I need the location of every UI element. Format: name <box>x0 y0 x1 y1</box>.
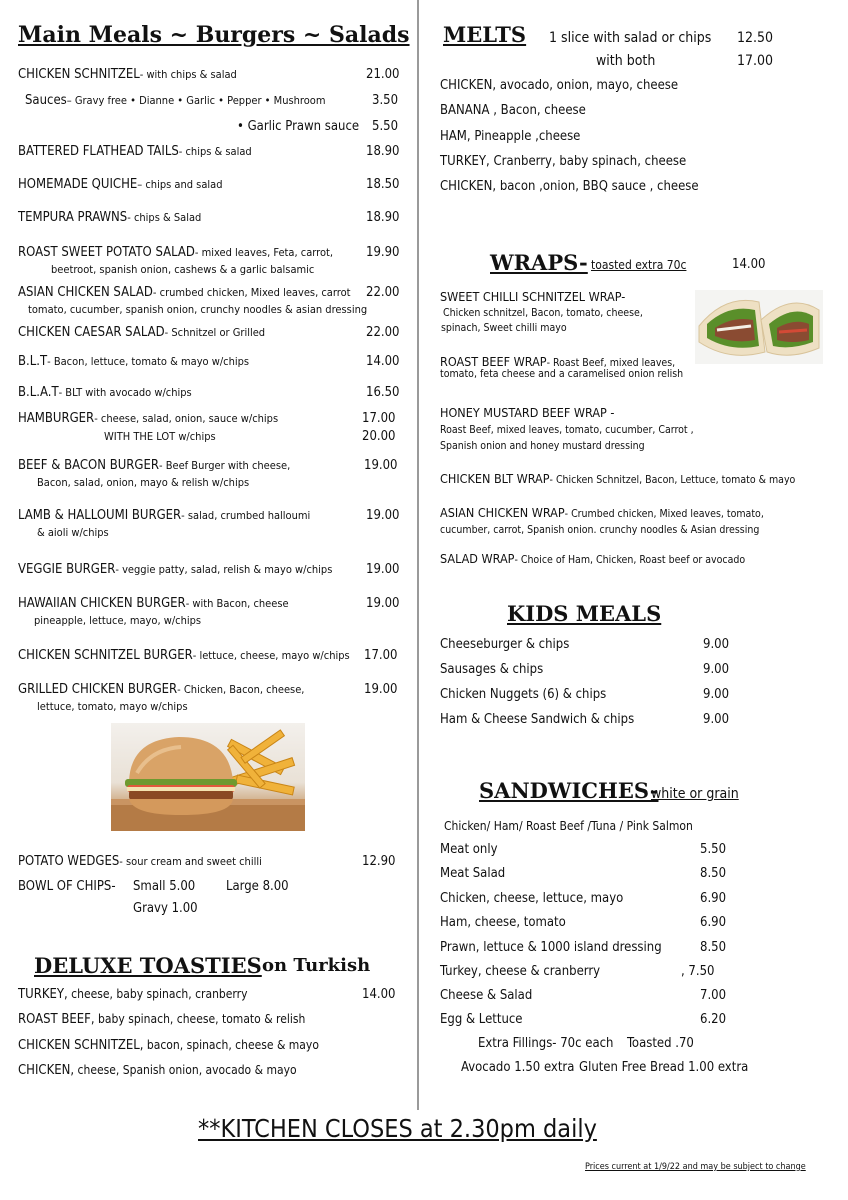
item-name: LAMB & HALLOUMI BURGER <box>18 508 182 523</box>
item-price: 17.00 <box>362 411 396 426</box>
wrap-description-line2: cucumber, carrot, Spanish onion. crunchy noodles & Asian dressing <box>440 524 760 536</box>
chips-small: Small 5.00 <box>133 879 196 894</box>
melt-item <box>440 129 580 144</box>
toastie-description: baby spinach, cheese, tomato & relish <box>94 1012 306 1026</box>
menu-item <box>25 93 325 108</box>
item-name: • Garlic Prawn sauce <box>237 119 360 134</box>
item-price: 5.50 <box>372 119 399 134</box>
wrap-description: - Choice of Ham, Chicken, Roast beef or avocado <box>514 554 746 566</box>
main-meals-heading: Main Meals ~ Burgers ~ Salads <box>18 22 410 48</box>
kids-item <box>440 662 543 677</box>
kitchen-closing-notice: **KITCHEN CLOSES at 2.30pm daily <box>198 1114 597 1143</box>
sandwich-price: 6.20 <box>700 1012 727 1027</box>
item-name: Sauces <box>25 93 67 108</box>
item-name: ASIAN CHICKEN SALAD <box>18 285 153 300</box>
item-name: TEMPURA PRAWNS <box>18 210 128 225</box>
sandwiches-heading: SANDWICHES- <box>479 778 659 803</box>
menu-item <box>18 285 351 300</box>
wrap-photo <box>695 290 823 364</box>
menu-item <box>18 648 350 663</box>
kids-price: 9.00 <box>703 637 730 652</box>
item-name: B.L.A.T <box>18 385 59 400</box>
toastie-name: ROAST BEEF, <box>18 1012 95 1027</box>
kids-heading: KIDS MEALS <box>507 601 662 626</box>
item-description: - BLT with avocado w/chips <box>58 386 192 399</box>
wraps-heading: WRAPS- <box>490 250 588 275</box>
menu-item <box>18 385 192 400</box>
menu-item <box>18 177 222 192</box>
menu-item <box>18 144 252 159</box>
sandwich-price: 7.00 <box>700 988 727 1003</box>
melts-option-2: with both <box>596 53 656 69</box>
toastie-name: CHICKEN, <box>18 1063 75 1078</box>
sandwich-item: Egg & Lettuce <box>440 1012 523 1027</box>
melt-name: BANANA , <box>440 103 497 118</box>
item-price: 21.00 <box>366 67 400 82</box>
kids-price: 9.00 <box>703 662 730 677</box>
item-price: 19.00 <box>366 562 400 577</box>
melt-item <box>440 78 678 93</box>
wrap-name: ASIAN CHICKEN WRAP <box>440 505 565 520</box>
menu-item <box>18 854 262 869</box>
wrap-name: SWEET CHILLI SCHNITZEL WRAP- <box>440 289 626 304</box>
item-description-line2: beetroot, spanish onion, cashews & a garlic balsamic <box>51 263 315 276</box>
item-price: 16.50 <box>366 385 400 400</box>
toastie-description: cheese, Spanish onion, avocado & mayo <box>74 1063 297 1077</box>
item-description: - with chips & salad <box>139 68 237 81</box>
sandwich-price: 5.50 <box>700 842 727 857</box>
toastie-item <box>18 987 247 1002</box>
item-name: B.L.T <box>18 354 48 369</box>
item-name: GRILLED CHICKEN BURGER <box>18 682 178 697</box>
item-name: CHICKEN SCHNITZEL <box>18 67 140 82</box>
item-description: - Bacon, lettuce, tomato & mayo w/chips <box>47 355 250 368</box>
menu-item <box>18 458 290 473</box>
wrap-description: Chicken schnitzel, Bacon, tomato, cheese, <box>443 307 643 319</box>
kids-description: & chips <box>496 662 544 677</box>
wrap-item <box>440 551 745 567</box>
kids-name: Chicken Nuggets <box>440 687 539 702</box>
sandwich-price: 6.90 <box>700 915 727 930</box>
kids-price: 9.00 <box>703 687 730 702</box>
melt-item <box>440 179 699 194</box>
sandwich-item: Ham, cheese, tomato <box>440 915 566 930</box>
menu-item <box>18 210 201 225</box>
toasted-extra: Toasted .70 <box>627 1036 694 1051</box>
item-name: BEEF & BACON BURGER <box>18 458 159 473</box>
toasties-subheading: on Turkish <box>262 955 371 976</box>
kids-price: 9.00 <box>703 712 730 727</box>
item-description: - salad, crumbed halloumi <box>181 509 311 522</box>
toastie-description: cheese, baby spinach, cranberry <box>67 987 248 1001</box>
kids-item <box>440 637 569 652</box>
column-divider <box>417 0 419 1110</box>
melt-name: CHICKEN, <box>440 179 497 194</box>
item-price: 19.00 <box>364 458 398 473</box>
sandwich-item: Meat Salad <box>440 866 506 881</box>
toastie-name: CHICKEN SCHNITZEL, <box>18 1038 144 1053</box>
kids-description: (6) & chips <box>538 687 607 702</box>
wrap-description: - Chicken Schnitzel, Bacon, Lettuce, tomato & mayo <box>549 474 796 486</box>
wrap-name: HONEY MUSTARD BEEF WRAP - <box>440 405 615 420</box>
price-disclaimer: Prices current at 1/9/22 and may be subject to change <box>585 1162 806 1172</box>
item-description: – chips and salad <box>137 178 223 191</box>
melts-price-1: 12.50 <box>737 30 774 46</box>
item-name: HOMEMADE QUICHE <box>18 177 138 192</box>
toastie-description: bacon, spinach, cheese & mayo <box>143 1038 319 1052</box>
item-name: CHICKEN CAESAR SALAD <box>18 325 165 340</box>
item-description: - veggie patty, salad, relish & mayo w/chips <box>115 563 333 576</box>
wrap-item <box>440 471 795 487</box>
item-description: – Gravy free • Dianne • Garlic • Pepper • Mushroom <box>66 94 326 107</box>
kids-item <box>440 712 634 727</box>
item-description-line2: & aioli w/chips <box>37 526 109 539</box>
sandwich-price: 6.90 <box>700 891 727 906</box>
item-price: 18.90 <box>366 144 400 159</box>
sandwich-item: Prawn, lettuce & 1000 island dressing <box>440 940 662 955</box>
chips-label: BOWL OF CHIPS- <box>18 879 116 894</box>
wrap-name: SALAD WRAP <box>440 551 515 566</box>
avocado-extra: Avocado 1.50 extra <box>461 1060 575 1075</box>
melt-name: TURKEY, <box>440 154 490 169</box>
item-description: - Beef Burger with cheese, <box>159 459 291 472</box>
extra-fillings: Extra Fillings- 70c each <box>478 1036 614 1051</box>
melt-name: HAM, <box>440 129 471 144</box>
item-description-line2: Bacon, salad, onion, mayo & relish w/chips <box>37 476 250 489</box>
sandwich-item: Meat only <box>440 842 498 857</box>
melt-description: Bacon, cheese <box>496 103 586 118</box>
chips-gravy: Gravy 1.00 <box>133 901 198 916</box>
toastie-item <box>18 1012 305 1027</box>
wrap-description: - Crumbed chicken, Mixed leaves, tomato, <box>564 508 764 520</box>
item-price: 19.90 <box>366 245 400 260</box>
item-description: w/chips <box>175 430 216 443</box>
sandwich-fillings: Chicken/ Ham/ Roast Beef /Tuna / Pink Salmon <box>444 819 693 833</box>
menu-item <box>237 119 359 134</box>
item-price: 19.00 <box>364 682 398 697</box>
item-description: - Schnitzel or Grilled <box>164 326 266 339</box>
item-description: - crumbed chicken, Mixed leaves, carrot <box>152 286 351 299</box>
melts-option-1: 1 slice with salad or chips <box>549 30 712 46</box>
menu-item <box>18 596 289 611</box>
item-price: 20.00 <box>362 429 396 444</box>
item-description-line2: pineapple, lettuce, mayo, w/chips <box>34 614 202 627</box>
item-price: 22.00 <box>366 285 400 300</box>
wraps-note: toasted extra 70c <box>591 258 687 272</box>
sandwich-price: 8.50 <box>700 940 727 955</box>
kids-item <box>440 687 606 702</box>
menu-item <box>18 682 304 697</box>
wrap-description-line2: spinach, Sweet chilli mayo <box>441 322 567 334</box>
sandwich-item: Cheese & Salad <box>440 988 533 1003</box>
item-name: WITH THE LOT <box>104 430 176 443</box>
item-price: 22.00 <box>366 325 400 340</box>
gluten-free-extra: Gluten Free Bread 1.00 extra <box>579 1060 749 1075</box>
toastie-name: TURKEY, <box>18 987 68 1002</box>
item-description: - lettuce, cheese, mayo w/chips <box>192 649 350 662</box>
wrap-name: CHICKEN BLT WRAP <box>440 471 550 486</box>
melt-item <box>440 154 686 169</box>
menu-item <box>104 429 216 444</box>
item-price: 14.00 <box>366 354 400 369</box>
kids-description: & chips <box>522 637 570 652</box>
wrap-description: Roast Beef, mixed leaves, tomato, cucumber, Carrot , <box>440 424 694 436</box>
item-price: 17.00 <box>364 648 398 663</box>
wraps-price: 14.00 <box>732 257 766 272</box>
wrap-description: - Roast Beef, mixed leaves, <box>546 357 676 369</box>
kids-name: Cheeseburger <box>440 637 523 652</box>
melt-description: Cranberry, baby spinach, cheese <box>489 154 687 169</box>
toastie-price: 14.00 <box>362 987 396 1002</box>
melt-description: Pineapple ,cheese <box>470 129 581 144</box>
toastie-item <box>18 1038 319 1053</box>
item-price: 19.00 <box>366 596 400 611</box>
menu-item <box>18 245 333 260</box>
kids-name: Ham & Cheese Sandwich <box>440 712 587 727</box>
melt-item <box>440 103 586 118</box>
item-description-line2: lettuce, tomato, mayo w/chips <box>37 700 188 713</box>
toasties-heading: DELUXE TOASTIES <box>34 953 262 978</box>
menu-item <box>18 354 249 369</box>
chips-large: Large 8.00 <box>226 879 289 894</box>
wrap-item <box>440 505 764 521</box>
item-description: - chips & salad <box>178 145 252 158</box>
item-description: - with Bacon, cheese <box>185 597 289 610</box>
kids-name: Sausages <box>440 662 496 677</box>
item-description: - sour cream and sweet chilli <box>119 855 262 868</box>
menu-item <box>18 325 265 340</box>
sandwich-item: Turkey, cheese & cranberry <box>440 964 601 979</box>
sandwiches-note: white or grain <box>651 786 739 802</box>
item-name: ROAST SWEET POTATO SALAD <box>18 245 195 260</box>
item-description: - mixed leaves, Feta, carrot, <box>194 246 334 259</box>
melts-heading: MELTS <box>443 22 527 47</box>
item-name: BATTERED FLATHEAD TAILS <box>18 144 179 159</box>
burger-photo <box>111 723 305 831</box>
menu-item <box>18 411 278 426</box>
wrap-description-line2: tomato, feta cheese and a caramelised onion relish <box>440 368 684 380</box>
wrap-description-line2: Spanish onion and honey mustard dressing <box>440 440 645 452</box>
menu-item <box>18 508 310 523</box>
menu-item <box>18 67 237 82</box>
melt-description: avocado, onion, mayo, cheese <box>496 78 679 93</box>
kids-description: & chips <box>587 712 635 727</box>
sandwich-item: Chicken, cheese, lettuce, mayo <box>440 891 624 906</box>
toastie-item <box>18 1063 297 1078</box>
wrap-name: ROAST BEEF WRAP <box>440 354 547 369</box>
item-name: POTATO WEDGES <box>18 854 120 869</box>
item-price: 3.50 <box>372 93 399 108</box>
item-description-line2: tomato, cucumber, spanish onion, crunchy noodles & asian dressing <box>28 303 368 316</box>
item-price: 18.90 <box>366 210 400 225</box>
item-name: HAMBURGER <box>18 411 95 426</box>
item-price: 12.90 <box>362 854 396 869</box>
item-price: 19.00 <box>366 508 400 523</box>
item-price: 18.50 <box>366 177 400 192</box>
item-description: - Chicken, Bacon, cheese, <box>177 683 305 696</box>
melt-description: bacon ,onion, BBQ sauce , cheese <box>496 179 699 194</box>
melt-name: CHICKEN, <box>440 78 497 93</box>
item-name: VEGGIE BURGER <box>18 562 116 577</box>
menu-item <box>18 562 332 577</box>
item-description: - cheese, salad, onion, sauce w/chips <box>94 412 279 425</box>
sandwich-price: 8.50 <box>700 866 727 881</box>
item-description: - chips & Salad <box>127 211 202 224</box>
melts-price-2: 17.00 <box>737 53 774 69</box>
item-name: HAWAIIAN CHICKEN BURGER <box>18 596 186 611</box>
item-name: CHICKEN SCHNITZEL BURGER <box>18 648 193 663</box>
sandwich-price: , 7.50 <box>681 964 715 979</box>
